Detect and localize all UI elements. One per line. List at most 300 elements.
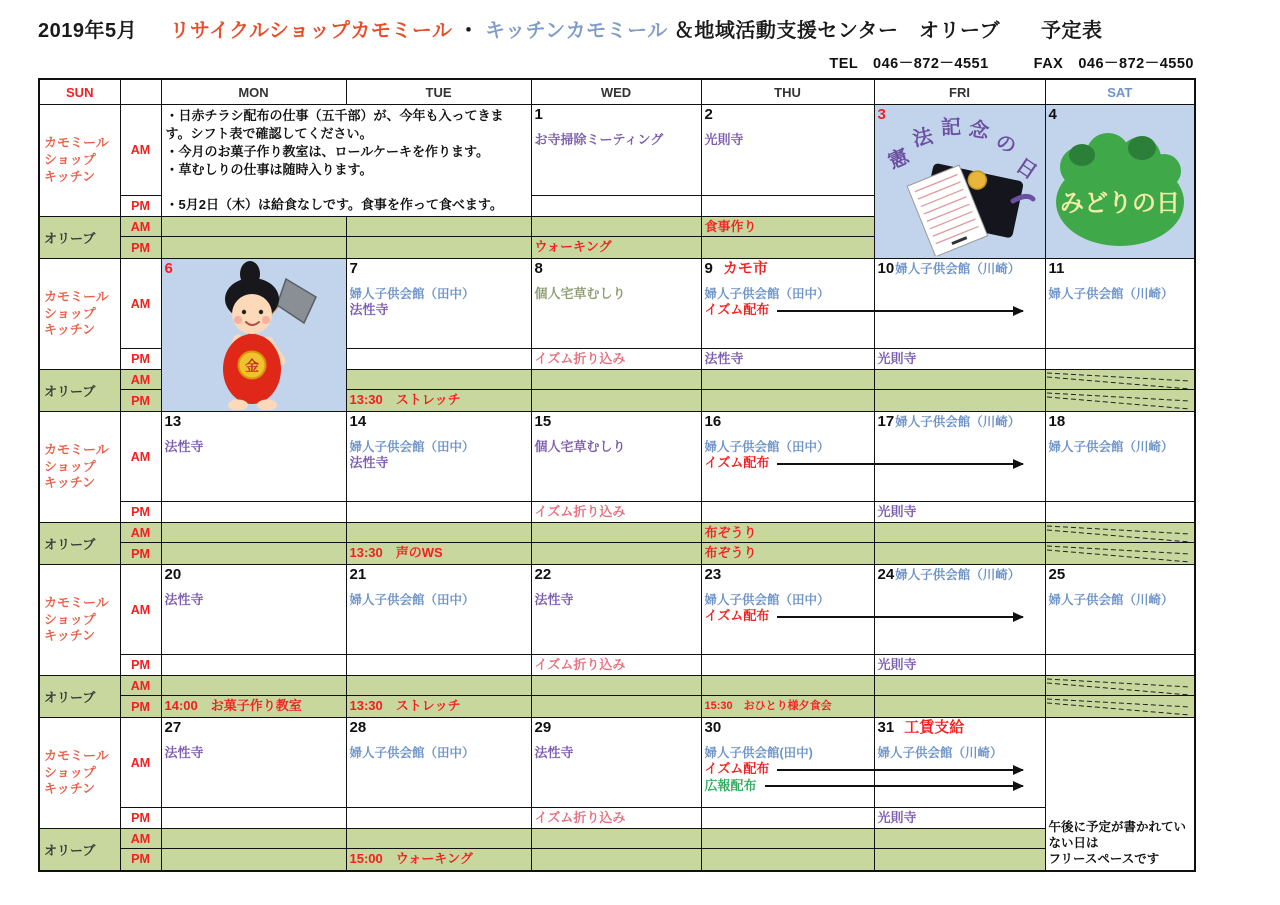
day-cell-20-olive-am	[161, 676, 346, 696]
event-text: 法性寺	[349, 302, 389, 317]
day-title: 工賃支給	[904, 719, 965, 736]
header-fri: FRI	[874, 79, 1045, 105]
chamomile-label	[39, 718, 120, 829]
day-number: 6	[164, 260, 173, 277]
midori-illustration	[1046, 105, 1195, 256]
olive-label: オリーブ	[39, 829, 120, 871]
chamomile-label-line: カモミール	[44, 441, 109, 457]
free-space-note	[1046, 819, 1195, 870]
title-dot: ・	[458, 20, 480, 42]
event-label: イズム配布	[704, 302, 770, 317]
day-number: 13	[164, 413, 182, 430]
event-text: 法性寺	[704, 351, 744, 366]
day-cell-17-olive-am	[874, 523, 1045, 543]
day-cell-13-olive-am	[161, 523, 346, 543]
day-cell-16-pm	[701, 502, 874, 523]
day-number: 1	[534, 106, 543, 123]
day-cell-29-olive-am	[531, 829, 701, 849]
day-number-line	[347, 412, 531, 431]
chamomile-label-line: カモミール	[44, 747, 109, 763]
holiday-cell-day-6	[161, 259, 346, 412]
day-number-line	[702, 259, 874, 278]
day-cell-8-pm	[531, 349, 701, 370]
day-cell-20-pm	[161, 655, 346, 676]
event-text	[702, 455, 1026, 472]
day-number: 4	[1048, 106, 1057, 123]
olive-pm-label: PM	[120, 849, 161, 871]
svg-text:日: 日	[1011, 154, 1041, 184]
day-number: 25	[1048, 566, 1066, 583]
day-number: 18	[1048, 413, 1066, 430]
day-cell-1-olive-am	[531, 217, 701, 237]
day-cell-15-pm	[531, 502, 701, 523]
week-3-am-row	[39, 412, 1195, 502]
day-number-line	[702, 718, 874, 737]
day-title: カモ市	[722, 260, 768, 277]
chamomile-label	[39, 105, 120, 217]
day-cell-9-pm	[701, 349, 874, 370]
day-number: 16	[704, 413, 722, 430]
day-number-line	[875, 718, 1045, 737]
day-cell-20-am	[161, 565, 346, 655]
event-text: 婦人子供会館（田中）	[349, 593, 475, 607]
day-cell-11-pm	[1045, 349, 1195, 370]
note-paragraph: ・草むしりの仕事は随時入ります。	[165, 161, 373, 177]
day-cell-28-olive-am	[346, 829, 531, 849]
day-cell-8-olive-pm	[531, 390, 701, 412]
event-text	[702, 778, 1026, 795]
day-cell-7-olive-am	[346, 370, 531, 390]
event-text: 婦人子供会館（川崎）	[1048, 440, 1174, 454]
header-thu: THU	[701, 79, 874, 105]
day-cell-29-pm	[531, 808, 701, 829]
header-sat: SAT	[1045, 79, 1195, 105]
chamomile-label-line: カモミール	[44, 594, 109, 610]
olive-label: オリーブ	[39, 523, 120, 565]
continuation-arrow	[777, 616, 1022, 618]
day-number: 10	[877, 260, 895, 277]
day-number-line	[162, 412, 346, 431]
day-cell-2-am	[701, 105, 874, 196]
day-cell-27-olive-am	[161, 829, 346, 849]
note-paragraph: ・日赤チラシ配布の仕事（五千部）が、今年も入ってきます。シフト表で確認してください。	[165, 108, 504, 141]
am-label: AM	[120, 565, 161, 655]
day-number: 20	[164, 566, 182, 583]
continuation-arrow	[777, 463, 1022, 465]
chamomile-label-line: ショップ	[44, 305, 96, 321]
chamomile-label-line: キッチン	[44, 628, 96, 644]
week-4-olive-pm-row	[39, 696, 1195, 718]
day-cell-24-olive-pm	[874, 696, 1045, 718]
event-text: 婦人子供会館(田中)	[704, 746, 813, 760]
week-3-olive-pm-row	[39, 543, 1195, 565]
event-text: 13:30 声のWS	[349, 545, 443, 560]
title-shop-name: リサイクルショップカモミール	[169, 20, 453, 42]
day-cell-17-pm	[874, 502, 1045, 523]
pm-label: PM	[120, 808, 161, 829]
day-cell-27-pm	[161, 808, 346, 829]
event-text: 法性寺	[164, 439, 204, 454]
event-label: イズム配布	[704, 455, 770, 470]
title-month: 2019年5月	[38, 20, 138, 42]
day-cell-14-olive-am	[346, 523, 531, 543]
day-cell-1-am	[531, 105, 701, 196]
day-cell-28-am	[346, 718, 531, 808]
svg-text:みどりの日: みどりの日	[1059, 190, 1180, 217]
event-text: 法性寺	[534, 592, 574, 607]
day-cell-8-olive-am	[531, 370, 701, 390]
week-4-am-row	[39, 565, 1195, 655]
svg-text:金: 金	[244, 358, 259, 374]
day-cell-7-pm	[346, 349, 531, 370]
day-cell-18-olive-pm	[1045, 543, 1195, 565]
week-5-olive-pm-row	[39, 849, 1195, 871]
svg-text:憲: 憲	[884, 145, 912, 174]
olive-pm-label: PM	[120, 696, 161, 718]
event-text: イズム折り込み	[534, 810, 626, 825]
day-cell-1-pm	[531, 195, 701, 216]
event-text: 婦人子供会館（川崎）	[1048, 593, 1174, 607]
day-cell-21-olive-pm	[346, 696, 531, 718]
day-number-line	[162, 565, 346, 584]
day-cell-10-pm	[874, 349, 1045, 370]
free-space-note-cell	[1045, 718, 1195, 871]
day-number: 29	[534, 719, 552, 736]
pm-label: PM	[120, 195, 161, 216]
event-text: 婦人子供会館（川崎）	[895, 568, 1021, 582]
event-text: 13:30 ストレッチ	[349, 392, 461, 407]
day-cell-14-am	[346, 412, 531, 502]
day-cell-25-pm	[1045, 655, 1195, 676]
event-text: 布ぞうり	[704, 525, 757, 540]
day-cell-27-olive-pm	[161, 849, 346, 871]
olive-pm-label: PM	[120, 390, 161, 412]
day-cell-2-olive-am	[701, 217, 874, 237]
day-cell-23-olive-am	[701, 676, 874, 696]
event-text: 婦人子供会館（川崎）	[895, 415, 1021, 429]
day-cell-9-olive-am	[701, 370, 874, 390]
day-number-line	[532, 718, 701, 737]
monthly-notes-cell	[161, 105, 531, 217]
event-text: 光則寺	[877, 657, 917, 672]
event-text: イズム折り込み	[534, 504, 626, 519]
day-number-line	[1046, 412, 1195, 431]
event-text: 15:00 ウォーキング	[349, 851, 473, 866]
day-cell-13-pm	[161, 502, 346, 523]
day-cell-29-olive-pm	[531, 849, 701, 871]
day-cell-23-am	[701, 565, 874, 655]
day-number-line	[1046, 565, 1195, 584]
chamomile-label-line: ショップ	[44, 458, 96, 474]
continuation-arrow	[765, 785, 1023, 787]
event-text: 食事作り	[704, 219, 757, 234]
day-cell-18-olive-am	[1045, 523, 1195, 543]
free-space-note-line: ない日は	[1048, 836, 1099, 850]
day-cell-31-pm	[874, 808, 1045, 829]
chamomile-label-line: ショップ	[44, 152, 96, 168]
day-cell-20-olive-pm	[161, 696, 346, 718]
svg-text:念: 念	[966, 118, 991, 144]
day-number-line	[702, 565, 874, 584]
event-text: 光則寺	[877, 504, 917, 519]
day-cell-30-olive-am	[701, 829, 874, 849]
header-sun: SUN	[39, 79, 120, 105]
day-cell-21-am	[346, 565, 531, 655]
day-cell-31-olive-am	[874, 829, 1045, 849]
event-text: 法性寺	[349, 455, 389, 470]
olive-cell-empty	[161, 237, 346, 259]
event-text: 布ぞうり	[704, 545, 757, 560]
day-cell-11-am	[1045, 259, 1195, 349]
day-cell-14-olive-pm	[346, 543, 531, 565]
day-cell-9-olive-pm	[701, 390, 874, 412]
event-label: イズム配布	[704, 761, 770, 776]
day-cell-31-olive-pm	[874, 849, 1045, 871]
event-text: 法性寺	[534, 745, 574, 760]
day-number: 27	[164, 719, 182, 736]
event-label: イズム配布	[704, 608, 770, 623]
olive-am-label: AM	[120, 217, 161, 237]
olive-label: オリーブ	[39, 217, 120, 259]
day-number: 3	[877, 106, 886, 123]
chamomile-label-line: キッチン	[44, 322, 96, 338]
event-text: 光則寺	[704, 132, 744, 147]
day-number-line	[347, 259, 531, 278]
title-kitchen-name: キッチンカモミール	[485, 20, 668, 42]
day-number: 22	[534, 566, 552, 583]
event-text: イズム折り込み	[534, 351, 626, 366]
header-mon: MON	[161, 79, 346, 105]
day-cell-22-olive-pm	[531, 696, 701, 718]
day-number-line	[702, 412, 874, 431]
monthly-notes	[166, 107, 527, 214]
day-cell-27-am	[161, 718, 346, 808]
pm-label: PM	[120, 502, 161, 523]
day-number-line	[702, 105, 874, 124]
event-text: 光則寺	[877, 810, 917, 825]
day-number-line	[347, 718, 531, 737]
day-number-line	[875, 412, 1045, 431]
chamomile-label	[39, 259, 120, 370]
event-text	[702, 761, 1026, 778]
header-wed: WED	[531, 79, 701, 105]
holiday-cell-day-3	[874, 105, 1045, 259]
chamomile-label-line: ショップ	[44, 764, 96, 780]
event-text: 個人宅草むしり	[534, 439, 626, 454]
day-number: 21	[349, 566, 367, 583]
week-3-olive-am-row	[39, 523, 1195, 543]
event-text: 婦人子供会館（川崎）	[877, 746, 1003, 760]
day-number-line	[532, 412, 701, 431]
olive-cell-empty	[346, 217, 531, 237]
day-cell-30-am	[701, 718, 874, 808]
day-cell-28-pm	[346, 808, 531, 829]
day-number-line	[532, 259, 701, 278]
day-cell-30-olive-pm	[701, 849, 874, 871]
day-cell-10-olive-am	[874, 370, 1045, 390]
olive-am-label: AM	[120, 523, 161, 543]
day-number: 14	[349, 413, 367, 430]
svg-text:の: の	[991, 130, 1019, 159]
day-cell-18-am	[1045, 412, 1195, 502]
day-cell-25-olive-am	[1045, 676, 1195, 696]
day-cell-24-pm	[874, 655, 1045, 676]
continuation-arrow	[777, 310, 1022, 312]
day-cell-28-olive-pm	[346, 849, 531, 871]
day-cell-22-am	[531, 565, 701, 655]
am-label: AM	[120, 105, 161, 196]
event-text: 法性寺	[164, 592, 204, 607]
day-number: 24	[877, 566, 895, 583]
chamomile-label-line: キッチン	[44, 475, 96, 491]
event-text: 個人宅草むしり	[534, 286, 626, 301]
day-cell-16-olive-pm	[701, 543, 874, 565]
day-cell-23-pm	[701, 655, 874, 676]
title-rest: ＆地域活動支援センター オリーブ 予定表	[673, 20, 1103, 42]
weekday-header-row	[39, 79, 1195, 105]
day-cell-22-pm	[531, 655, 701, 676]
day-cell-14-pm	[346, 502, 531, 523]
day-cell-25-olive-pm	[1045, 696, 1195, 718]
am-label: AM	[120, 412, 161, 502]
kintaro-illustration	[162, 259, 346, 410]
day-cell-18-pm	[1045, 502, 1195, 523]
event-text: 婦人子供会館（田中）	[704, 287, 830, 301]
day-cell-9-am	[701, 259, 874, 349]
event-text: 婦人子供会館（川崎）	[895, 262, 1021, 276]
pm-label: PM	[120, 655, 161, 676]
event-text: 14:00 お菓子作り教室	[164, 698, 302, 713]
olive-pm-label: PM	[120, 237, 161, 259]
day-cell-16-am	[701, 412, 874, 502]
week-5-am-row	[39, 718, 1195, 808]
week-5-olive-am-row	[39, 829, 1195, 849]
day-cell-11-olive-am	[1045, 370, 1195, 390]
event-text: 光則寺	[877, 351, 917, 366]
day-cell-13-am	[161, 412, 346, 502]
olive-am-label: AM	[120, 370, 161, 390]
day-number: 23	[704, 566, 722, 583]
olive-am-label: AM	[120, 829, 161, 849]
olive-label: オリーブ	[39, 676, 120, 718]
day-cell-30-pm	[701, 808, 874, 829]
day-cell-21-pm	[346, 655, 531, 676]
week-1-am-row	[39, 105, 1195, 196]
day-cell-25-am	[1045, 565, 1195, 655]
day-number: 28	[349, 719, 367, 736]
day-number: 11	[1048, 260, 1065, 277]
day-cell-2-pm	[701, 195, 874, 216]
day-number: 17	[877, 413, 895, 430]
day-number-line	[875, 259, 1045, 278]
chamomile-label-line: キッチン	[44, 781, 96, 797]
kenpo-illustration	[875, 105, 1045, 256]
week-4-pm-row	[39, 655, 1195, 676]
day-cell-16-olive-am	[701, 523, 874, 543]
header-ampm-spacer	[120, 79, 161, 105]
am-label: AM	[120, 259, 161, 349]
event-text: 婦人子供会館（田中）	[704, 440, 830, 454]
holiday-cell-day-4	[1045, 105, 1195, 259]
note-paragraph-pm: ・5月2日（木）は給食なしです。食事を作って食べます。	[165, 197, 503, 213]
week-5-pm-row	[39, 808, 1195, 829]
day-cell-24-olive-am	[874, 676, 1045, 696]
chamomile-label-line: キッチン	[44, 168, 96, 184]
day-cell-15-olive-pm	[531, 543, 701, 565]
svg-text:記: 記	[940, 116, 961, 140]
day-cell-15-am	[531, 412, 701, 502]
day-cell-1-olive-pm	[531, 237, 701, 259]
day-cell-7-am	[346, 259, 531, 349]
olive-am-label: AM	[120, 676, 161, 696]
event-text: 婦人子供会館（田中）	[349, 440, 475, 454]
day-cell-17-olive-pm	[874, 543, 1045, 565]
chamomile-label-line: カモミール	[44, 288, 109, 304]
chamomile-label-line: ショップ	[44, 611, 96, 627]
olive-cell-empty	[161, 217, 346, 237]
day-cell-29-am	[531, 718, 701, 808]
day-cell-13-olive-pm	[161, 543, 346, 565]
page-title	[38, 14, 1280, 43]
day-cell-8-am	[531, 259, 701, 349]
day-number: 30	[704, 719, 722, 736]
event-text: 婦人子供会館（田中）	[349, 287, 475, 301]
olive-cell-empty	[346, 237, 531, 259]
chamomile-label	[39, 565, 120, 676]
day-number-line	[532, 105, 701, 124]
week-4-olive-am-row	[39, 676, 1195, 696]
event-text: 13:30 ストレッチ	[349, 698, 461, 713]
day-number: 15	[534, 413, 552, 430]
week-3-pm-row	[39, 502, 1195, 523]
week-2-am-row	[39, 259, 1195, 349]
day-number-line	[1046, 259, 1195, 278]
event-text: お寺掃除ミーティング	[534, 132, 664, 147]
day-number-line	[347, 565, 531, 584]
day-cell-11-olive-pm	[1045, 390, 1195, 412]
chamomile-label	[39, 412, 120, 523]
day-cell-7-olive-pm	[346, 390, 531, 412]
event-text: 婦人子供会館（川崎）	[1048, 287, 1174, 301]
svg-text:法: 法	[910, 125, 935, 152]
event-text: 婦人子供会館（田中）	[704, 593, 830, 607]
day-number: 31	[877, 719, 895, 736]
day-cell-10-olive-pm	[874, 390, 1045, 412]
free-space-note-line: フリースペースです	[1048, 852, 1160, 867]
day-number: 2	[704, 106, 713, 123]
day-cell-21-olive-am	[346, 676, 531, 696]
event-text: イズム折り込み	[534, 657, 626, 672]
day-cell-2-olive-pm	[701, 237, 874, 259]
olive-label: オリーブ	[39, 370, 120, 412]
day-number: 9	[704, 260, 713, 277]
day-cell-22-olive-am	[531, 676, 701, 696]
free-space-note-line: 午後に予定が書かれてい	[1048, 819, 1187, 834]
header-tue: TUE	[346, 79, 531, 105]
event-text	[702, 608, 1026, 625]
event-text: 婦人子供会館（田中）	[349, 746, 475, 760]
olive-pm-label: PM	[120, 543, 161, 565]
day-number-line	[532, 565, 701, 584]
event-text: ウォーキング	[534, 239, 612, 254]
day-number: 8	[534, 260, 543, 277]
pm-label: PM	[120, 349, 161, 370]
tel-fax-line: TEL 046－872－4551 FAX 046－872－4550	[829, 56, 1194, 72]
continuation-arrow	[777, 769, 1022, 771]
event-label: 広報配布	[704, 777, 757, 793]
event-text: 15:30 おひとり様夕食会	[704, 700, 832, 712]
event-text	[702, 302, 1026, 319]
